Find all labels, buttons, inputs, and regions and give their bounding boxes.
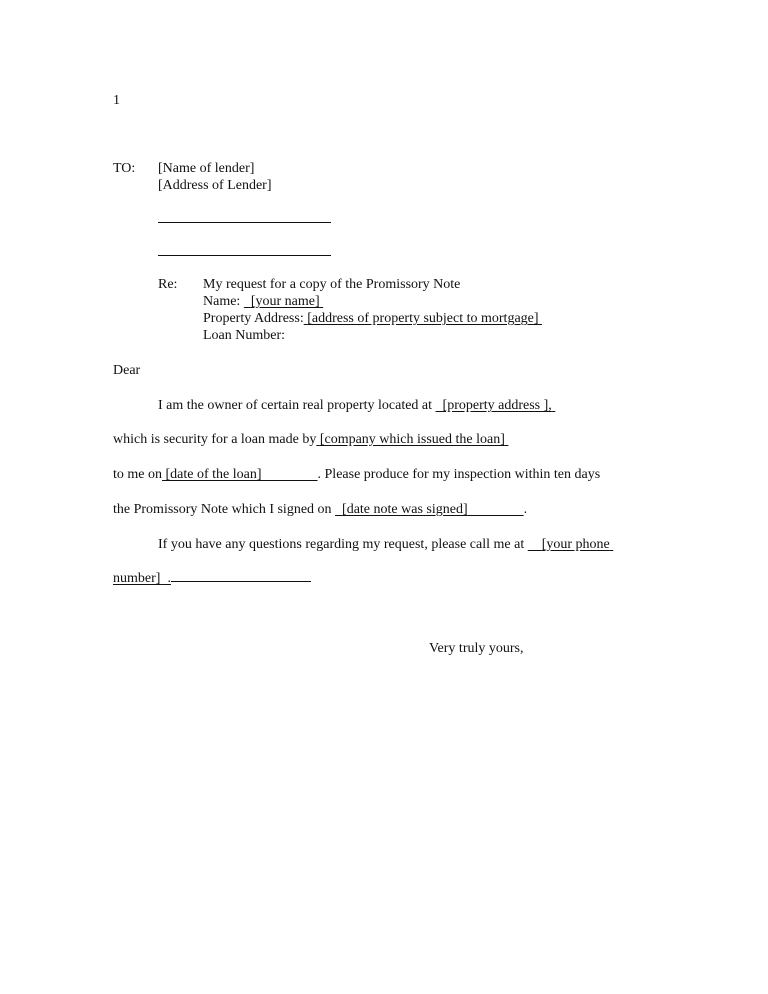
- lender-name: [Name of lender]: [158, 161, 255, 176]
- loan-number-label: Loan Number:: [203, 328, 286, 343]
- body-line-2-text: which is security for a loan made by: [113, 432, 317, 447]
- body-line-4-text: the Promissory Note which I signed on: [113, 502, 332, 517]
- body-line-4-end: .: [523, 502, 528, 517]
- loan-company-field: [company which issued the loan]: [319, 432, 505, 447]
- name-label: Name:: [203, 294, 241, 309]
- phone-field-tail: .: [163, 571, 171, 586]
- body-line-4: [113, 501, 527, 518]
- re-property-line: [203, 310, 542, 327]
- note-date-field: [date note was signed]: [342, 502, 468, 517]
- body-line-5-text: If you have any questions regarding my request, please call me at: [158, 537, 525, 552]
- address-blank-line-2: [158, 255, 331, 256]
- property-field: [address of property subject to mortgage]: [307, 311, 539, 326]
- property-label: Property Address:: [203, 311, 304, 326]
- re-subject: My request for a copy of the Promissory Note: [203, 277, 461, 292]
- closing: Very truly yours,: [429, 641, 524, 656]
- to-label: TO:: [113, 161, 136, 176]
- body-line-6: [113, 570, 311, 587]
- name-field: [your name]: [250, 294, 320, 309]
- phone-blank-line: [171, 570, 311, 582]
- page-number: 1: [113, 93, 120, 108]
- re-name-line: [203, 293, 323, 310]
- body-line-1: [158, 397, 555, 414]
- re-label: Re:: [158, 277, 178, 292]
- salutation: Dear: [113, 363, 141, 378]
- body-line-1-text: I am the owner of certain real property located at: [158, 398, 433, 413]
- lender-address: [Address of Lender]: [158, 178, 272, 193]
- body-line-3-text: to me on: [113, 467, 162, 482]
- loan-date-field: [date of the loan]: [165, 467, 262, 482]
- body-line-5: [158, 536, 613, 553]
- address-blank-line-1: [158, 222, 331, 223]
- phone-field-end: number]: [113, 571, 161, 586]
- property-address-field: [property address ],: [442, 398, 552, 413]
- body-line-2: [113, 431, 508, 448]
- body-line-3: [113, 466, 600, 483]
- phone-field-start: [your phone: [541, 537, 610, 552]
- body-line-3-rest: . Please produce for my inspection within ten days: [317, 467, 601, 482]
